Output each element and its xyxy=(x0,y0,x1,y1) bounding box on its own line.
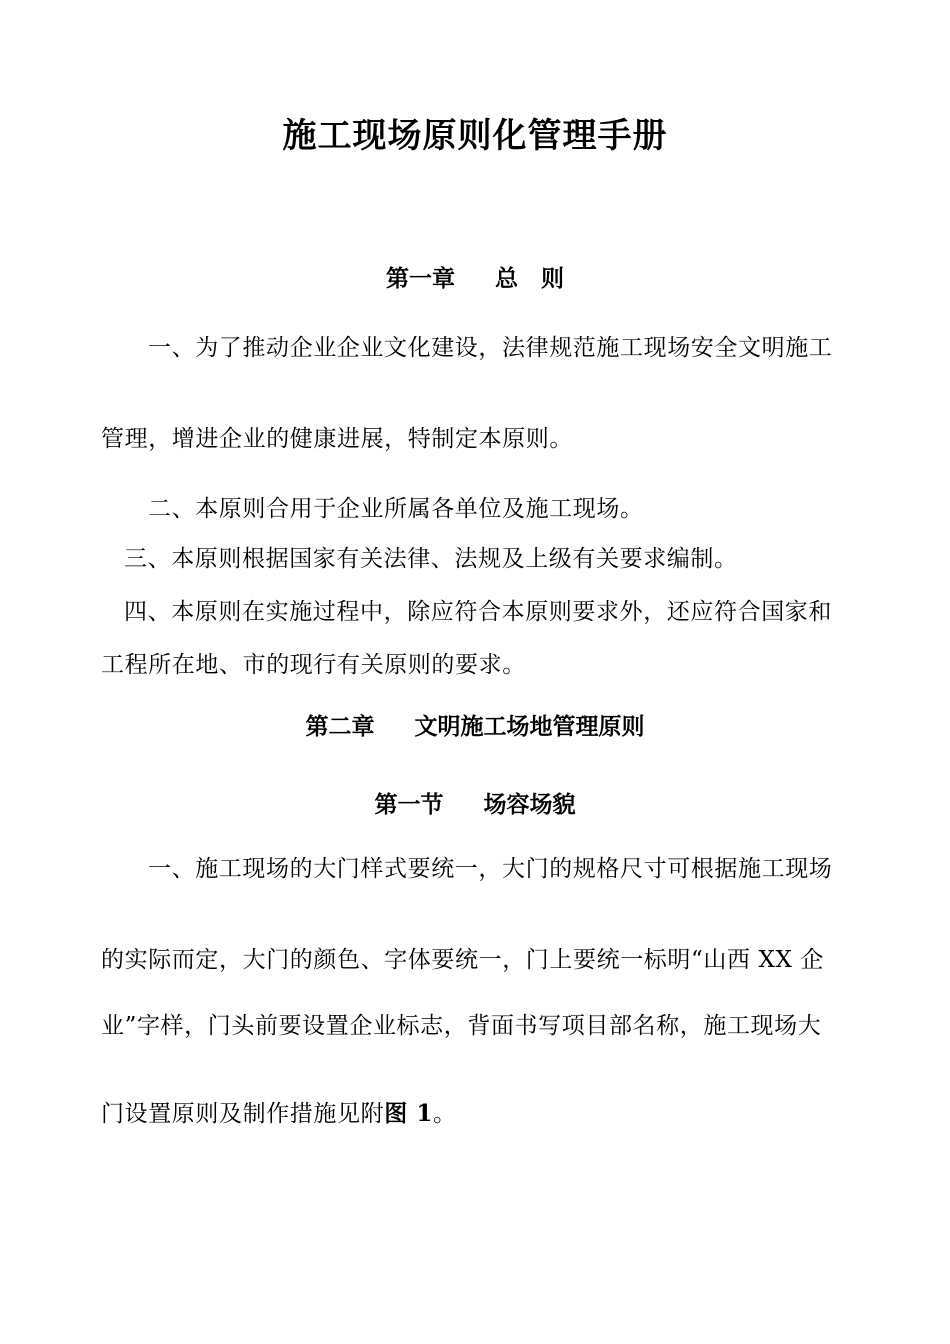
chapter-1-paragraph-2: 二、本原则合用于企业所属各单位及施工现场。 xyxy=(148,496,644,522)
section-1-paragraph-1-line-2: 的实际而定，大门的颜色、字体要统一，门上要统一标明“山西 XX 企 xyxy=(101,947,824,973)
figure-1-reference: 图 1 xyxy=(384,1100,434,1127)
chapter-1-paragraph-3: 三、本原则根据国家有关法律、法规及上级有关要求编制。 xyxy=(124,546,738,572)
line-4-period: 。 xyxy=(433,1101,457,1127)
chapter-1-name: 总 则 xyxy=(495,265,564,292)
section-1-number: 第一节 xyxy=(374,791,444,818)
section-1-paragraph-1-line-1: 一、施工现场的大门样式要统一，大门的规格尺寸可根据施工现场 xyxy=(148,856,833,882)
line-4-text: 门设置原则及制作措施见附 xyxy=(101,1101,385,1127)
chapter-2-number: 第二章 xyxy=(305,713,375,740)
chapter-1-heading xyxy=(0,264,950,294)
section-1-name: 场容场貌 xyxy=(483,791,576,818)
document-title: 施工现场原则化管理手册 xyxy=(282,116,668,156)
chapter-1-paragraph-4-line-1: 四、本原则在实施过程中，除应符合本原则要求外，还应符合国家和 xyxy=(124,599,832,625)
section-1-paragraph-1-line-4 xyxy=(101,1099,457,1129)
chapter-1-paragraph-1-line-1: 一、为了推动企业企业文化建设，法律规范施工现场安全文明施工 xyxy=(148,335,833,361)
chapter-1-paragraph-1-line-2: 管理，增进企业的健康进展，特制定本原则。 xyxy=(101,426,573,452)
chapter-2-heading xyxy=(0,712,950,742)
chapter-1-paragraph-4-line-2: 工程所在地、市的现行有关原则的要求。 xyxy=(101,652,526,678)
chapter-2-name: 文明施工场地管理原则 xyxy=(414,713,645,740)
section-1-heading xyxy=(0,790,950,820)
section-1-paragraph-1-line-3: 业”字样，门头前要设置企业标志，背面书写项目部名称，施工现场大 xyxy=(101,1013,822,1039)
chapter-1-number: 第一章 xyxy=(386,265,455,292)
